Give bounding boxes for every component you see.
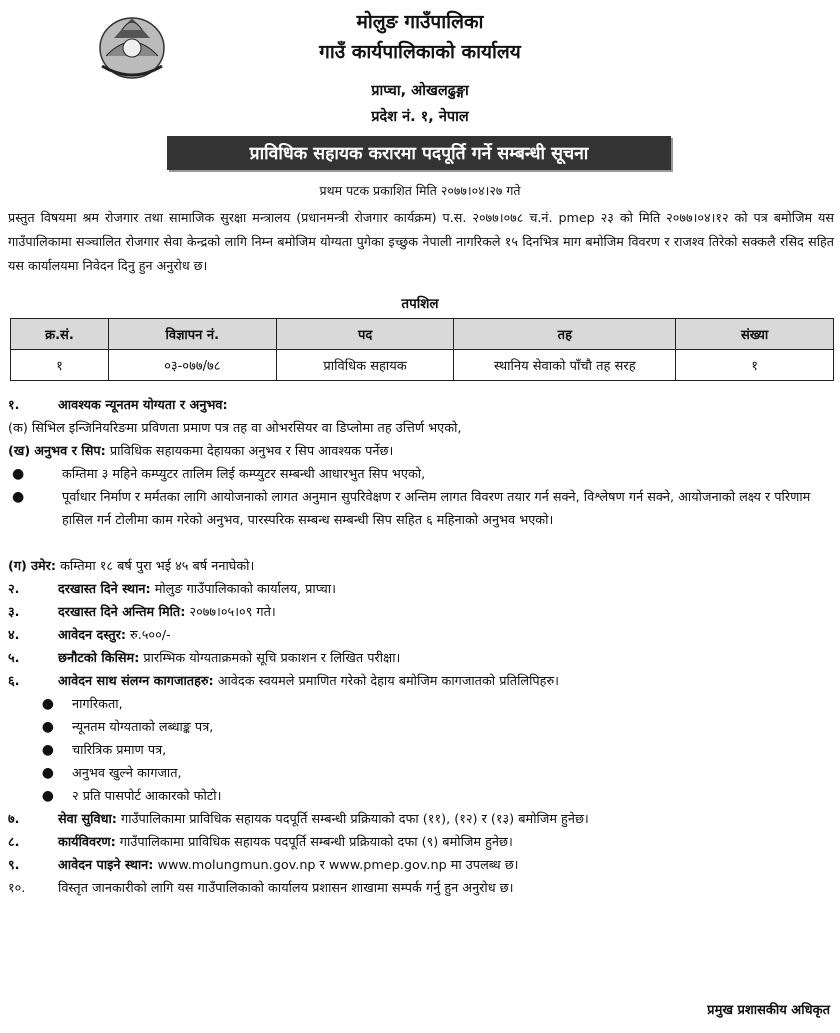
- section-title: छनौटको किसिम:: [58, 651, 140, 666]
- document-text: २ प्रति पासपोर्ट आकारको फोटो।: [72, 789, 222, 804]
- section-number: १.: [8, 398, 20, 413]
- col-serial: क्र.सं.: [11, 319, 109, 350]
- list-item: [8, 486, 836, 555]
- intro-paragraph: प्रस्तुत विषयमा श्रम रोजगार तथा सामाजिक सुरक्षा मन्त्रालय (प्रधानमन्त्री रोजगार कार्यक्रम) प.स. २०७७।०७८ च.नं. pmep २३ को मिति २०७७।०४।१२ को पत्र बमोजिम यस गाउँपालिकामा सञ्चालित रोजगार सेवा केन्द्रको लागि निम्न बमोजिम योग्यता पुगेका इच्छुक नेपाली नागरिकले १५ दिनभित्र माग बमोजिम विवरण र राजश्व तिरेको सक्कलै रसिद सहित यस कार्यालयमा निवेदन दिनु हुन अनुरोध छ।: [8, 210, 834, 273]
- publish-date: प्रथम पटक प्रकाशित मिति २०७७।०४।२७ गते: [319, 183, 521, 198]
- item-label: (ग): [8, 559, 27, 574]
- section-6: [8, 670, 836, 693]
- document-item: [8, 739, 836, 762]
- document-item: [8, 785, 836, 808]
- section-number: ४.: [8, 628, 20, 643]
- section-title: दरखास्त दिने स्थान:: [58, 582, 151, 597]
- item-title: अनुभव र सिप:: [34, 444, 106, 459]
- cell-ad-number: ०३-०७७/७८: [108, 350, 276, 381]
- section-text: २०७७।०५।०९ गते।: [185, 605, 276, 620]
- notice-title-banner: प्राविधिक सहायक करारमा पदपूर्ति गर्ने सम्बन्धी सूचना: [167, 136, 671, 170]
- item-kha: [8, 440, 836, 463]
- item-ka: [8, 417, 836, 440]
- notice-body: [8, 394, 836, 900]
- section-title: आवेदन दस्तुर:: [58, 628, 126, 643]
- section-3: [8, 601, 836, 624]
- item-ga: [8, 555, 836, 578]
- section-10: [8, 877, 836, 900]
- document-text: न्यूनतम योग्यताको लब्धाङ्क पत्र,: [72, 720, 214, 735]
- section-text: www.molungmun.gov.np र www.pmep.gov.np मा उपलब्ध छ।: [153, 858, 519, 873]
- item-text: सिभिल इन्जिनियरिङमा प्रविणता प्रमाण पत्र तह वा ओभरसियर वा डिप्लोमा तह उत्तिर्ण भएको,: [31, 421, 462, 436]
- col-level: तह: [454, 319, 676, 350]
- section-5: [8, 647, 836, 670]
- signature-title: प्रमुख प्रशासकीय अधिकृत: [707, 1003, 830, 1018]
- list-item: [8, 463, 836, 486]
- item-label: (क): [8, 421, 28, 436]
- section-number: ५.: [8, 651, 20, 666]
- col-count: संख्या: [676, 319, 834, 350]
- section-number: ६.: [8, 674, 20, 689]
- bullet-icon: ●: [12, 466, 25, 482]
- section-9: [8, 854, 836, 877]
- office-address: प्राप्चा, ओखलढुङ्गा: [371, 83, 469, 99]
- vacancy-table: [10, 318, 834, 381]
- list-item-text: पूर्वाधार निर्माण र मर्मतका लागि आयोजनाको लागत अनुमान सुपरिवेक्षण र अन्तिम लागत विवरण तयार गर्न सक्ने, विश्लेषण गर्न सक्ने, आयोजनाको लक्ष्य र परिणाम हासिल गर्न टोलीमा काम गरेको अनुभव, पारस्परिक सम्बन्ध सम्बन्धी सिप सहित ६ महिनाको अनुभव भएको।: [62, 490, 811, 528]
- section-text: प्रारम्भिक योग्यताक्रमको सूचि प्रकाशन र लिखित परीक्षा।: [139, 651, 401, 666]
- bullet-icon: ●: [41, 788, 54, 804]
- document-item: [8, 693, 836, 716]
- cell-post: प्राविधिक सहायक: [276, 350, 454, 381]
- document-item: [8, 762, 836, 785]
- item-label: (ख): [8, 444, 31, 459]
- details-heading: तपशिल: [401, 296, 439, 312]
- section-number: ८.: [8, 835, 20, 850]
- bullet-icon: ●: [41, 765, 54, 781]
- document-text: नागरिकता,: [72, 697, 123, 712]
- section-1: [8, 394, 836, 417]
- section-7: [8, 808, 836, 831]
- document-item: [8, 716, 836, 739]
- bullet-icon: ●: [41, 719, 54, 735]
- section-2: [8, 578, 836, 601]
- bullet-icon: ●: [41, 742, 54, 758]
- section-number: ३.: [8, 605, 20, 620]
- section-number: २.: [8, 582, 20, 597]
- list-item-text: कम्तिमा ३ महिने कम्प्युटर तालिम लिई कम्प्युटर सम्बन्धी आधारभुत सिप भएको,: [62, 467, 426, 482]
- item-text: प्राविधिक सहायकमा देहायका अनुभव र सिप आवश्यक पर्नेछ।: [105, 444, 394, 459]
- municipality-name: मोलुङ गाउँपालिका: [356, 11, 484, 33]
- section-number: ७.: [8, 812, 20, 827]
- section-text: आवेदक स्वयमले प्रमाणित गरेको देहाय बमोजिम कागजातको प्रतिलिपिहरु।: [213, 674, 559, 689]
- document-text: अनुभव खुल्ने कागजात,: [72, 766, 182, 781]
- section-title: आवश्यक न्यूनतम योग्यता र अनुभव:: [58, 398, 228, 413]
- section-title: आवेदन पाइने स्थान:: [58, 858, 154, 873]
- bullet-icon: ●: [41, 696, 54, 712]
- section-text: रु.५००/-: [125, 628, 171, 643]
- cell-count: १: [676, 350, 834, 381]
- province-line: प्रदेश नं. १, नेपाल: [371, 109, 469, 125]
- document-text: चारित्रिक प्रमाण पत्र,: [72, 743, 167, 758]
- section-text: गाउँपालिकामा प्राविधिक सहायक पदपूर्ति सम्बन्धी प्रक्रियाको दफा (९) बमोजिम हुनेछ।: [115, 835, 513, 850]
- office-name: गाउँ कार्यपालिकाको कार्यालय: [319, 41, 521, 63]
- bullet-icon: ●: [12, 489, 25, 505]
- cell-serial: १: [11, 350, 109, 381]
- col-post: पद: [276, 319, 454, 350]
- section-text: विस्तृत जानकारीको लागि यस गाउँपालिकाको कार्यालय प्रशासन शाखामा सम्पर्क गर्नु हुन अनुरोध छ।: [58, 881, 514, 896]
- section-title: सेवा सुविधा:: [58, 812, 117, 827]
- section-4: [8, 624, 836, 647]
- table-header-row: [11, 319, 834, 350]
- col-ad-number: विज्ञापन नं.: [108, 319, 276, 350]
- section-text: मोलुङ गाउँपालिकाको कार्यालय, प्राप्चा।: [150, 582, 336, 597]
- section-8: [8, 831, 836, 854]
- section-title: आवेदन साथ संलग्न कागजातहरु:: [58, 674, 214, 689]
- section-title: कार्यविवरण:: [58, 835, 116, 850]
- item-title: उमेर:: [30, 559, 57, 574]
- section-title: दरखास्त दिने अन्तिम मिति:: [58, 605, 186, 620]
- item-text: कम्तिमा १८ बर्ष पुरा भई ४५ बर्ष ननाघेको।: [56, 559, 255, 574]
- section-text: गाउँपालिकामा प्राविधिक सहायक पदपूर्ति सम्बन्धी प्रक्रियाको दफा (११), (१२) र (१३) बमोजिम हुनेछ।: [116, 812, 589, 827]
- section-number: १०.: [8, 881, 26, 896]
- table-row: [11, 350, 834, 381]
- section-number: ९.: [8, 858, 20, 873]
- cell-level: स्थानिय सेवाको पाँचौ तह सरह: [454, 350, 676, 381]
